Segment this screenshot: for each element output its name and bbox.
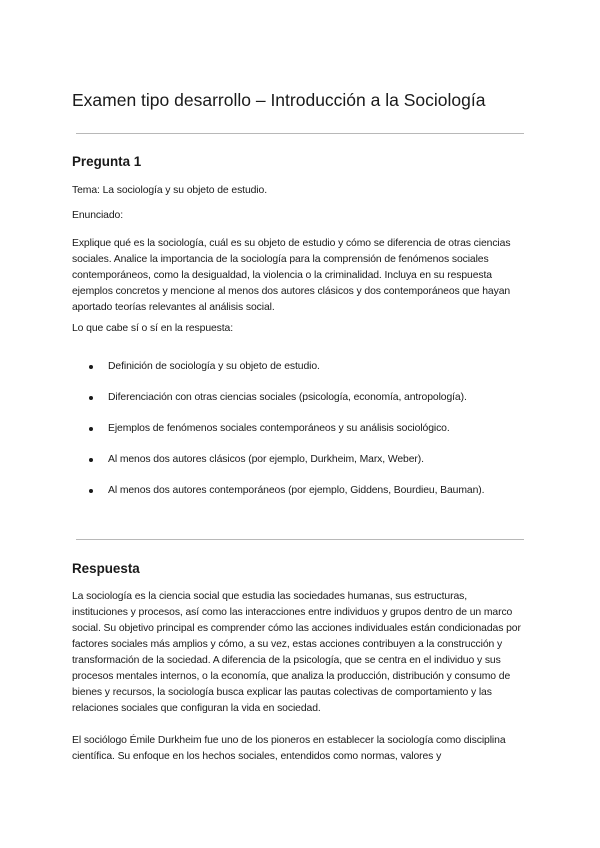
criteria-text: Definición de sociología y su objeto de estudio.: [108, 361, 320, 372]
list-item: [72, 452, 524, 483]
bullet-icon: [89, 458, 93, 462]
list-item: [72, 359, 524, 390]
statement-label: Enunciado:: [72, 210, 123, 221]
divider: [76, 539, 524, 540]
criteria-text: Al menos dos autores clásicos (por ejemplo, Durkheim, Marx, Weber).: [108, 454, 424, 465]
bullet-icon: [89, 396, 93, 400]
divider: [76, 133, 524, 134]
answer-heading: Respuesta: [72, 561, 140, 576]
criteria-text: Diferenciación con otras ciencias sociales (psicología, economía, antropología).: [108, 392, 467, 403]
list-item: [72, 390, 524, 421]
question-statement: Explique qué es la sociología, cuál es su objeto de estudio y cómo se diferencia de otras ciencias sociales. Analice la importancia de la sociología para la comprensión de fenómenos sociales contemporáneos, como la desigualdad, la violencia o la criminalidad. Incluya en su respuesta ejemplos concretos y mencione al menos dos autores clásicos y dos contemporáneos que hayan aportado teorías relevantes al análisis social.: [72, 238, 511, 313]
answer-paragraph-1: La sociología es la ciencia social que estudia las sociedades humanas, sus estructuras, instituciones y procesos, así como las interacciones entre individuos y grupos dentro de un marco social. Su objetivo principal es comprender cómo las acciones individuales están condicionadas por factores sociales más amplios y cómo, a su vez, estas acciones contribuyen a la construcción y transformación de la sociedad. A diferencia de la psicología, que se centra en el individuo y sus procesos mentales internos, o la economía, que analiza la producción, distribución y consumo de bienes y recursos, la sociología busca explicar las pautas colectivas de comportamiento y las relaciones sociales que configuran la vida en sociedad.: [72, 591, 521, 714]
answer-paragraph-2: El sociólogo Émile Durkheim fue uno de los pioneros en establecer la sociología como disciplina científica. Su enfoque en los hechos sociales, entendidos como normas, valores y: [72, 735, 506, 762]
criteria-text: Ejemplos de fenómenos sociales contemporáneos y su análisis sociológico.: [108, 423, 450, 434]
question-heading: Pregunta 1: [72, 154, 142, 169]
bullet-icon: [89, 489, 93, 493]
criteria-label: Lo que cabe sí o sí en la respuesta:: [72, 323, 234, 334]
criteria-text: Al menos dos autores contemporáneos (por ejemplo, Giddens, Bourdieu, Bauman).: [108, 485, 485, 496]
list-item: [72, 421, 524, 452]
criteria-list: [72, 359, 524, 514]
question-topic: Tema: La sociología y su objeto de estudio.: [72, 185, 267, 196]
bullet-icon: [89, 427, 93, 431]
bullet-icon: [89, 365, 93, 369]
list-item: [72, 483, 524, 514]
document-title: Examen tipo desarrollo – Introducción a la Sociología: [72, 90, 486, 110]
